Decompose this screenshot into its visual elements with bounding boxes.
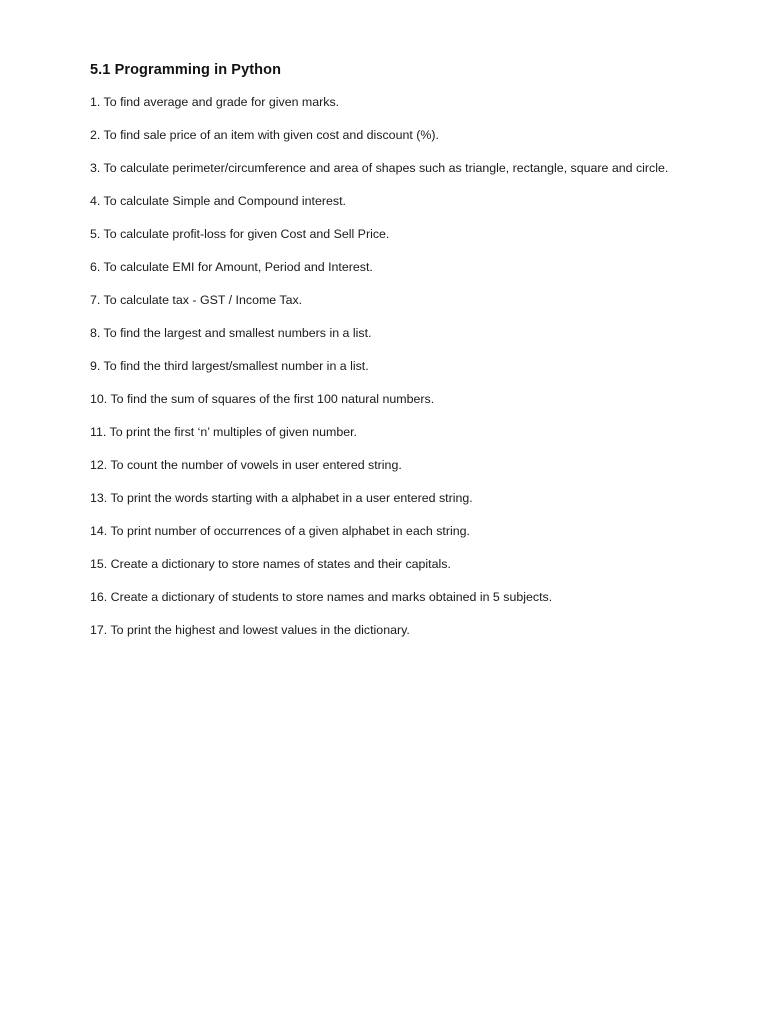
task-item: 13. To print the words starting with a alphabet in a user entered string. bbox=[90, 491, 473, 505]
task-item: 11. To print the first ‘n’ multiples of given number. bbox=[90, 425, 357, 439]
document-content bbox=[90, 59, 750, 655]
task-item: 12. To count the number of vowels in user entered string. bbox=[90, 458, 402, 472]
task-item: 6. To calculate EMI for Amount, Period and Interest. bbox=[90, 260, 373, 274]
task-item: 5. To calculate profit-loss for given Cost and Sell Price. bbox=[90, 227, 390, 241]
section-title: 5.1 Programming in Python bbox=[90, 62, 282, 78]
task-item: 17. To print the highest and lowest values in the dictionary. bbox=[90, 623, 410, 637]
task-list bbox=[90, 94, 750, 655]
task-item: 8. To find the largest and smallest numbers in a list. bbox=[90, 326, 372, 340]
task-item: 3. To calculate perimeter/circumference and area of shapes such as triangle, rectangle, square and circle. bbox=[90, 161, 669, 175]
task-item: 2. To find sale price of an item with given cost and discount (%). bbox=[90, 128, 439, 142]
task-item: 15. Create a dictionary to store names of states and their capitals. bbox=[90, 557, 451, 571]
task-item: 16. Create a dictionary of students to store names and marks obtained in 5 subjects. bbox=[90, 590, 553, 604]
task-item: 10. To find the sum of squares of the first 100 natural numbers. bbox=[90, 392, 435, 406]
task-item: 7. To calculate tax - GST / Income Tax. bbox=[90, 293, 303, 307]
task-item: 1. To find average and grade for given marks. bbox=[90, 95, 340, 109]
task-item: 4. To calculate Simple and Compound interest. bbox=[90, 194, 346, 208]
task-item: 14. To print number of occurrences of a given alphabet in each string. bbox=[90, 524, 470, 538]
task-item: 9. To find the third largest/smallest number in a list. bbox=[90, 359, 369, 373]
